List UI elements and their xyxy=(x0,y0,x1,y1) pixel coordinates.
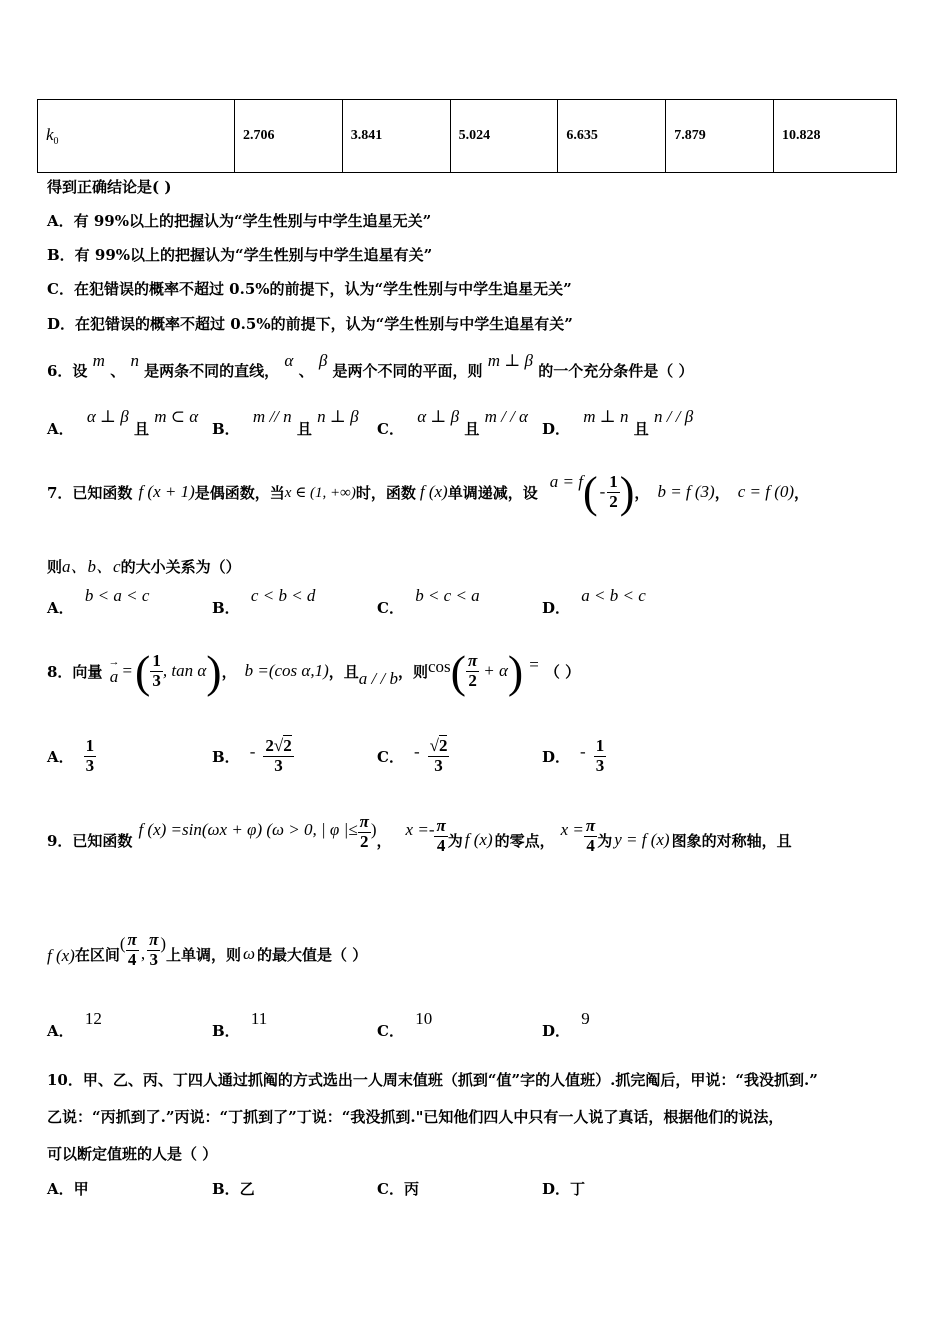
option-expr: b < c < a xyxy=(415,586,480,605)
fraction-denominator: 4 xyxy=(436,835,446,855)
equals: = xyxy=(122,661,133,680)
critical-value-table xyxy=(37,99,897,173)
comma: ， xyxy=(221,662,237,681)
q7-text-2: 时，函数 xyxy=(355,483,416,502)
fraction xyxy=(584,817,597,855)
q6-sep: 、 xyxy=(110,362,126,380)
option-and: 且 xyxy=(464,420,480,438)
fraction-denominator: 4 xyxy=(127,949,137,969)
vector-a-letter: a xyxy=(109,667,119,686)
option-letter: D． xyxy=(542,420,571,438)
comma: ， xyxy=(794,483,810,502)
fraction xyxy=(607,473,620,511)
q9-line2-text-2: 上单调，则 xyxy=(166,945,242,964)
table-cell: 3.841 xyxy=(342,100,450,173)
q9-option-b xyxy=(212,1009,268,1041)
q8-and: ，且 xyxy=(328,662,359,681)
q10-line-3: 可以断定值班的人是（ ） xyxy=(47,1145,218,1163)
q9-text-4: 图象的对称轴，且 xyxy=(671,831,792,850)
option-value: 12 xyxy=(84,1009,102,1028)
q8-ask: （ ） xyxy=(544,662,581,681)
q7-question xyxy=(47,552,241,577)
fraction-numerator: 1 xyxy=(595,735,605,755)
q9-axis-x: x = xyxy=(560,820,584,839)
q7-line2-pre: 则 xyxy=(47,558,63,576)
q8-then: ，则 xyxy=(397,662,428,681)
q7-text-1: 是偶函数，当 xyxy=(194,483,285,502)
left-paren: ( xyxy=(582,467,598,517)
option-premise-1: m ⊥ n xyxy=(583,407,629,426)
left-paren: ( xyxy=(450,645,466,697)
option-value: 11 xyxy=(250,1009,268,1028)
option-letter: A． xyxy=(47,599,74,617)
table-label-cell xyxy=(38,100,235,173)
q7-stem xyxy=(47,467,810,517)
q9-question xyxy=(47,928,367,980)
q7-option-c xyxy=(377,586,480,618)
option-letter: D． xyxy=(542,1022,571,1040)
minus-sign: - xyxy=(249,742,256,761)
fraction-numerator: π xyxy=(585,815,596,835)
fraction-numerator: π xyxy=(149,929,159,949)
q10-option-b: B．乙 xyxy=(212,1180,255,1198)
fraction xyxy=(263,737,293,775)
q5-option-b: B．有 99%以上的把握认为“学生性别与中学生追星有关” xyxy=(47,246,433,264)
q7-c-def: c = f (0) xyxy=(737,482,795,501)
option-letter: B． xyxy=(212,599,240,617)
q6-text-2: 是两个不同的平面，则 xyxy=(332,362,483,380)
q6-n: n xyxy=(130,351,139,370)
q7-f: f (x) xyxy=(419,482,448,501)
radicand: 2 xyxy=(283,735,292,755)
q7-b-def: b = f (3) xyxy=(657,482,715,501)
comma: ， xyxy=(376,831,392,850)
fraction-denominator: 4 xyxy=(586,835,595,855)
parallel-condition: a / / b xyxy=(358,669,398,688)
vector-b: b =(cos α,1) xyxy=(244,661,329,680)
option-and: 且 xyxy=(134,420,150,438)
fraction-denominator: 3 xyxy=(152,670,161,690)
minus-sign: - xyxy=(580,742,586,761)
q9-line2-fx: f (x) xyxy=(47,946,75,965)
q7-option-b xyxy=(212,586,316,618)
option-premise-1: α ⊥ β xyxy=(86,407,129,426)
option-premise-2: m ⊂ α xyxy=(154,407,199,426)
option-and: 且 xyxy=(296,420,312,438)
fraction-numerator: π xyxy=(127,929,137,949)
fraction-denominator: 3 xyxy=(434,755,443,775)
option-letter: B． xyxy=(212,747,240,766)
open-paren: ( xyxy=(119,934,126,953)
minus-sign: - xyxy=(599,482,606,501)
q10-option-a: A．甲 xyxy=(47,1180,89,1198)
option-letter: B． xyxy=(212,420,240,438)
q5-option-c: C．在犯错误的概率不超过 0.5%的前提下，认为“学生性别与中学生追星无关” xyxy=(47,280,572,298)
fraction xyxy=(150,652,163,690)
fraction-denominator: 3 xyxy=(149,949,158,969)
q9-text-2: 的零点， xyxy=(494,831,555,850)
option-and: 且 xyxy=(633,420,649,438)
q6-sep: 、 xyxy=(298,362,314,380)
omega: ω xyxy=(243,944,256,963)
q9-yfx: y = f (x) xyxy=(614,830,670,849)
q9-text-3: 为 xyxy=(597,831,613,850)
q8-stem xyxy=(47,642,580,700)
q8-option-d xyxy=(542,730,606,782)
q6-number: 6．设 xyxy=(47,362,88,380)
fraction-numerator: 1 xyxy=(609,471,618,491)
table-cell: 6.635 xyxy=(558,100,666,173)
comma: ， xyxy=(634,483,650,502)
q6-option-c xyxy=(377,407,528,439)
q7-domain: x ∈ (1, +∞) xyxy=(284,484,356,501)
option-value: 9 xyxy=(581,1009,590,1028)
fraction-denominator: 2 xyxy=(359,831,369,851)
option-value: 10 xyxy=(415,1009,433,1028)
q7-option-d xyxy=(542,586,646,618)
vector-a xyxy=(108,657,119,685)
q6-stem xyxy=(47,351,694,381)
q10-option-c: C．丙 xyxy=(377,1180,419,1198)
q7-option-a xyxy=(47,586,150,618)
coefficient: 2 xyxy=(265,735,274,755)
q6-beta: β xyxy=(318,351,328,370)
right-paren: ) xyxy=(507,645,524,697)
fraction xyxy=(147,931,160,969)
q7-abc: a、b、c xyxy=(62,557,121,576)
q7-number: 7．已知函数 xyxy=(47,483,133,502)
option-letter: D． xyxy=(542,599,571,617)
option-expr: c < b < d xyxy=(250,586,316,605)
q7-a-def: a = f xyxy=(549,472,583,491)
option-letter: A． xyxy=(47,747,74,766)
separator: , xyxy=(140,944,146,963)
q9-fx: f (x) xyxy=(464,830,493,849)
k-subscript: 0 xyxy=(53,135,59,147)
fraction xyxy=(428,737,450,775)
q7-line2-post: 的大小关系为（） xyxy=(120,558,241,576)
q6-option-a xyxy=(47,407,199,439)
q10-line-2: 乙说：“丙抓到了.”丙说：“丁抓到了”丁说：“我没抓到."已知他们四人中只有一人说了真话，根据他们的说法， xyxy=(47,1108,784,1126)
option-premise-2: n / / β xyxy=(654,407,694,426)
minus-sign: - xyxy=(413,742,420,761)
q9-text-1: 为 xyxy=(447,831,463,850)
q9-function-def: f (x) =sin(ωx + φ) (ω > 0, | φ |≤ xyxy=(138,820,358,839)
q5-option-d: D．在犯错误的概率不超过 0.5%的前提下，认为“学生性别与中学生追星有关” xyxy=(47,315,573,333)
table-cell: 10.828 xyxy=(774,100,897,173)
tan-alpha: , tan α xyxy=(162,661,207,680)
fraction-numerator: √2 xyxy=(429,735,448,755)
fraction xyxy=(434,817,447,855)
arrow-icon: → xyxy=(108,656,120,668)
table-cell: 2.706 xyxy=(235,100,343,173)
fraction-numerator: 2√2 xyxy=(265,735,292,755)
fraction xyxy=(594,737,607,775)
fraction-numerator: 1 xyxy=(85,735,95,755)
q9-option-c xyxy=(377,1009,433,1041)
q6-text-3: 的一个充分条件是（ ） xyxy=(538,362,694,380)
q6-condition: m ⊥ β xyxy=(487,351,534,370)
q5-option-a: A．有 99%以上的把握认为“学生性别与中学生追星无关” xyxy=(47,212,432,230)
fraction-numerator: π xyxy=(467,650,478,670)
q7-text-3: 单调递减，设 xyxy=(447,483,538,502)
q8-option-a xyxy=(47,730,96,782)
q9-line2-text-3: 的最大值是（ ） xyxy=(257,945,368,964)
option-premise-1: m // n xyxy=(252,407,292,426)
option-letter: C． xyxy=(377,599,404,617)
option-letter: D． xyxy=(542,747,571,766)
table-cell: 7.879 xyxy=(666,100,774,173)
left-paren: ( xyxy=(135,645,151,697)
q9-option-a xyxy=(47,1009,102,1041)
q9-line2-text-1: 在区间 xyxy=(74,945,120,964)
option-premise-2: m / / α xyxy=(484,407,528,426)
right-paren: ) xyxy=(206,645,222,697)
right-paren: ) xyxy=(619,467,635,517)
fraction xyxy=(126,931,139,969)
q8-option-b xyxy=(212,730,294,782)
q8-option-c xyxy=(377,730,449,782)
q6-option-b xyxy=(212,407,359,439)
q9-number: 9．已知函数 xyxy=(47,831,133,850)
option-letter: C． xyxy=(377,747,404,766)
close-paren: ) xyxy=(160,934,167,953)
option-premise-1: α ⊥ β xyxy=(417,407,460,426)
close-paren: ) xyxy=(370,820,377,839)
q9-stem xyxy=(47,811,792,866)
q7-f-shift: f (x + 1) xyxy=(138,482,195,501)
q6-text-1: 是两条不同的直线， xyxy=(144,362,280,380)
option-letter: C． xyxy=(377,420,404,438)
q10-option-d: D．丁 xyxy=(542,1180,586,1198)
q6-option-d xyxy=(542,407,694,439)
cos: cos xyxy=(427,657,451,676)
q6-m: m xyxy=(92,351,105,370)
option-letter: A． xyxy=(47,420,74,438)
plus-alpha: + α xyxy=(483,661,508,680)
q5-stem: 得到正确结论是( ) xyxy=(47,178,172,196)
fraction-denominator: 2 xyxy=(609,491,618,511)
option-expr: a < b < c xyxy=(581,586,646,605)
q9-zero-x: x =- xyxy=(405,820,435,839)
fraction-denominator: 3 xyxy=(274,755,283,775)
equals: = xyxy=(529,655,539,674)
option-letter: A． xyxy=(47,1022,74,1040)
fraction-numerator: 1 xyxy=(152,650,161,670)
table-row xyxy=(38,100,897,173)
fraction-denominator: 3 xyxy=(85,755,95,775)
fraction xyxy=(358,813,371,851)
q8-number: 8．向量 xyxy=(47,662,103,681)
option-letter: C． xyxy=(377,1022,404,1040)
fraction-numerator: π xyxy=(359,811,369,831)
option-letter: B． xyxy=(212,1022,240,1040)
fraction xyxy=(466,652,479,690)
option-premise-2: n ⊥ β xyxy=(317,407,359,426)
option-expr: b < a < c xyxy=(84,586,150,605)
radicand: 2 xyxy=(438,735,448,755)
q9-option-d xyxy=(542,1009,590,1041)
k-symbol: k xyxy=(46,125,54,145)
fraction-denominator: 3 xyxy=(595,755,605,775)
fraction-denominator: 2 xyxy=(468,670,477,690)
q10-line-1: 10．甲、乙、丙、丁四人通过抓阄的方式选出一人周末值班（抓到“值”字的人值班）.抓完阄后，甲说：“我没抓到.” xyxy=(47,1071,818,1089)
fraction-numerator: π xyxy=(436,815,446,835)
q6-alpha: α xyxy=(284,351,294,370)
table-cell: 5.024 xyxy=(450,100,558,173)
fraction xyxy=(84,737,97,775)
comma: ， xyxy=(714,483,730,502)
